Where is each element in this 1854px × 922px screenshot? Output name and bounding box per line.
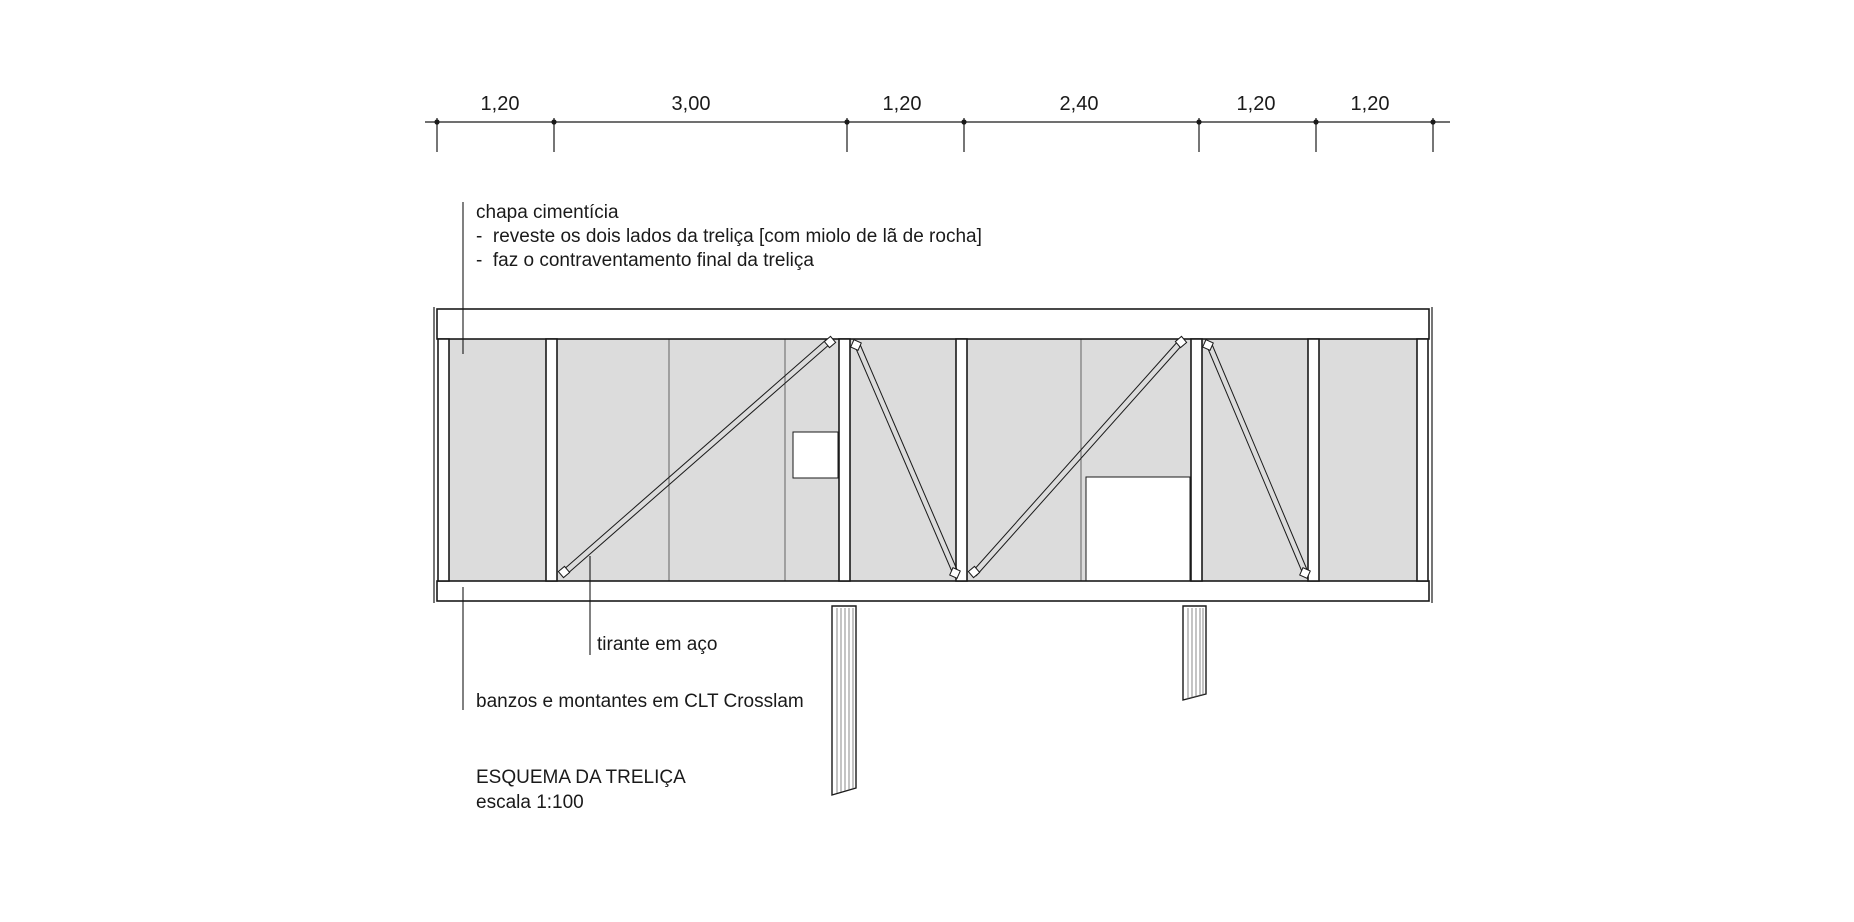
post bbox=[546, 339, 557, 581]
note-chapa-line1: - reveste os dois lados da treliça [com miolo de lã de rocha] bbox=[476, 226, 982, 247]
top-chord bbox=[437, 309, 1429, 339]
pile-left bbox=[832, 606, 856, 795]
dimension-dot bbox=[1430, 119, 1435, 124]
post bbox=[839, 339, 850, 581]
dimension-label-3: 1,20 bbox=[882, 93, 922, 115]
pile-right bbox=[1183, 606, 1206, 700]
dimension-dot bbox=[1196, 119, 1201, 124]
dimension-label-6: 1,20 bbox=[1350, 93, 1390, 115]
caption-scale: escala 1:100 bbox=[476, 792, 584, 813]
post bbox=[956, 339, 967, 581]
post bbox=[1191, 339, 1202, 581]
dimension-dot bbox=[1313, 119, 1318, 124]
dimension-dot bbox=[551, 119, 556, 124]
dimension-label-2: 3,00 bbox=[671, 93, 711, 115]
bottom-chord bbox=[437, 581, 1429, 601]
dimension-label-1: 1,20 bbox=[480, 93, 520, 115]
post bbox=[438, 339, 449, 581]
post bbox=[1308, 339, 1319, 581]
note-chapa-title: chapa cimentícia bbox=[476, 202, 619, 223]
dimension-dot bbox=[844, 119, 849, 124]
dimension-label-5: 1,20 bbox=[1236, 93, 1276, 115]
note-chapa-line2: - faz o contraventamento final da treliça bbox=[476, 250, 814, 271]
truss bbox=[434, 307, 1432, 795]
cement-board-panel bbox=[449, 339, 1417, 581]
dimension-dot bbox=[434, 119, 439, 124]
dimension-dot bbox=[961, 119, 966, 124]
dimension-chain bbox=[425, 93, 1450, 152]
door-opening bbox=[1086, 477, 1190, 581]
caption-title: ESQUEMA DA TRELIÇA bbox=[476, 767, 686, 788]
dimension-label-4: 2,40 bbox=[1059, 93, 1099, 115]
post bbox=[1417, 339, 1428, 581]
note-tirante: tirante em aço bbox=[597, 634, 718, 655]
window-opening bbox=[793, 432, 838, 478]
note-banzos: banzos e montantes em CLT Crosslam bbox=[476, 691, 804, 712]
